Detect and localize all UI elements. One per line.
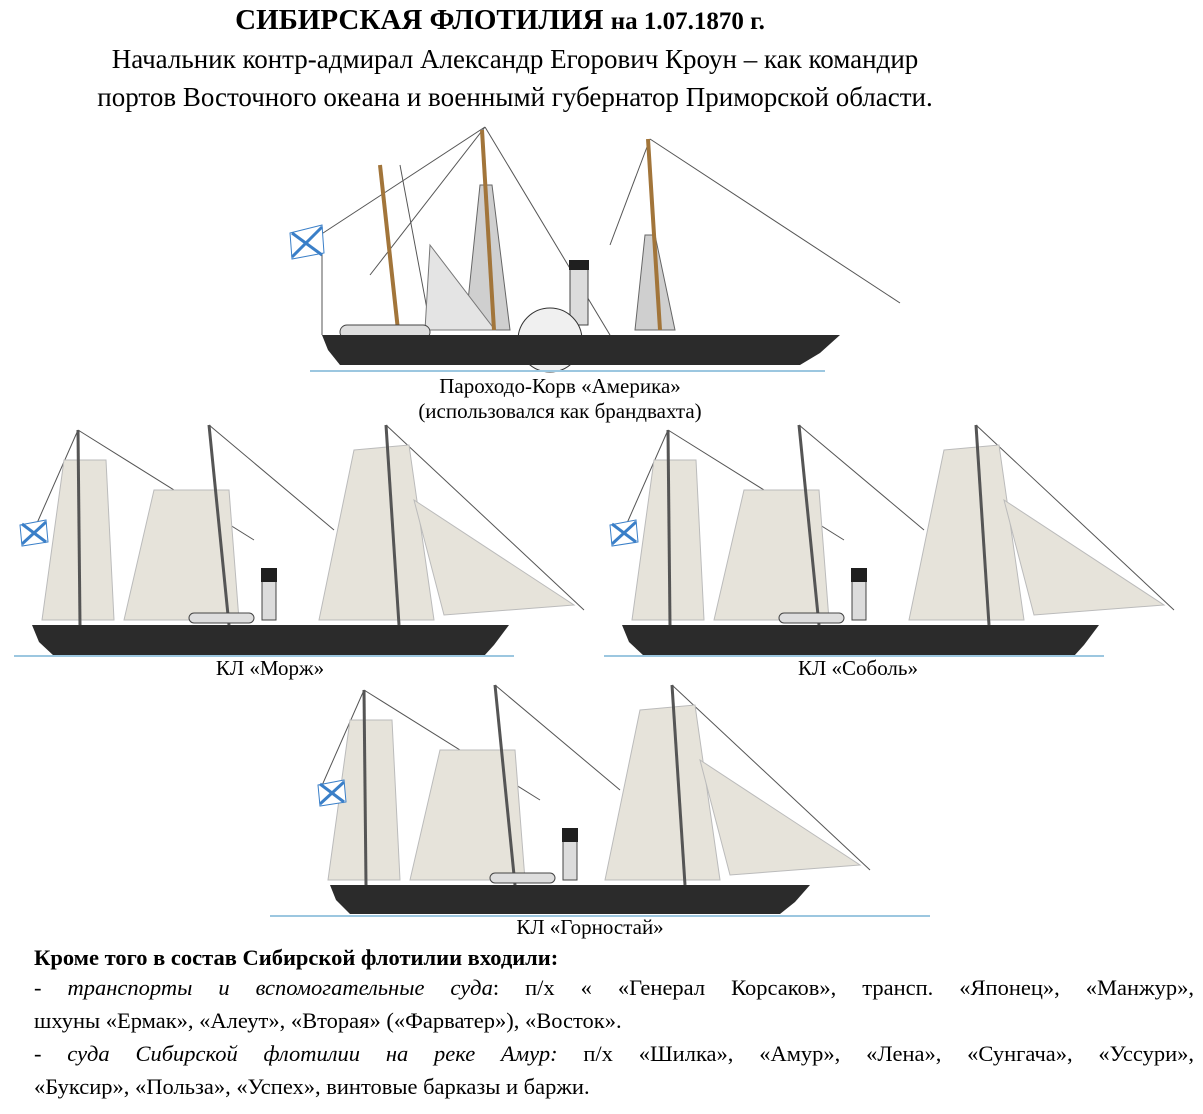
ship-caption-gornostay: КЛ «Горностай»	[516, 915, 664, 939]
footer-item-1-text: : п/х « «Генерал Корсаков», трансп. «Японец», «Манжур»,	[492, 975, 1194, 1000]
footer-item-2-text: п/х «Шилка», «Амур», «Лена», «Сунгача», «Уссури»,	[557, 1041, 1194, 1066]
subtitle-line-2: портов Восточного океана и военнымй губернатор Приморской области.	[97, 82, 933, 112]
ship-illustration-morzh	[14, 420, 604, 660]
footer-heading: Кроме того в состав Сибирской флотилии входили:	[34, 945, 559, 970]
ship-caption-sobol: КЛ «Соболь»	[798, 656, 918, 680]
ship-caption-morzh: КЛ «Морж»	[215, 656, 325, 680]
footer-item-2-line-2: «Буксир», «Польза», «Успех», винтовые барказы и баржи.	[34, 1074, 590, 1099]
footer-item-2-line-1	[34, 1041, 1194, 1067]
footer-item-1-line-2: шхуны «Ермак», «Алеут», «Вторая» («Фарватер»), «Восток».	[34, 1008, 622, 1033]
ship-illustration-gornostay	[300, 680, 890, 920]
footer-item-2-label: - суда Сибирской флотилии на реке Амур:	[34, 1041, 558, 1066]
footer-item-1-label: - транспорты и вспомогательные суда	[34, 975, 493, 1000]
ship-illustration-sobol	[604, 420, 1194, 660]
ship-caption-amerika: Пароходо-Корв «Америка»	[439, 374, 681, 398]
ship-illustration-amerika	[280, 125, 920, 377]
subtitle-line-1: Начальник контр-адмирал Александр Егорович Кроун – как командир	[111, 44, 919, 74]
title-date: на 1.07.1870 г.	[610, 8, 765, 35]
title-main: СИБИРСКАЯ ФЛОТИЛИЯ	[235, 4, 604, 36]
ship-caption-amerika-note: (использовался как брандвахта)	[418, 399, 702, 423]
page-title	[0, 4, 1000, 37]
footer-item-1-line-1	[34, 975, 1194, 1001]
